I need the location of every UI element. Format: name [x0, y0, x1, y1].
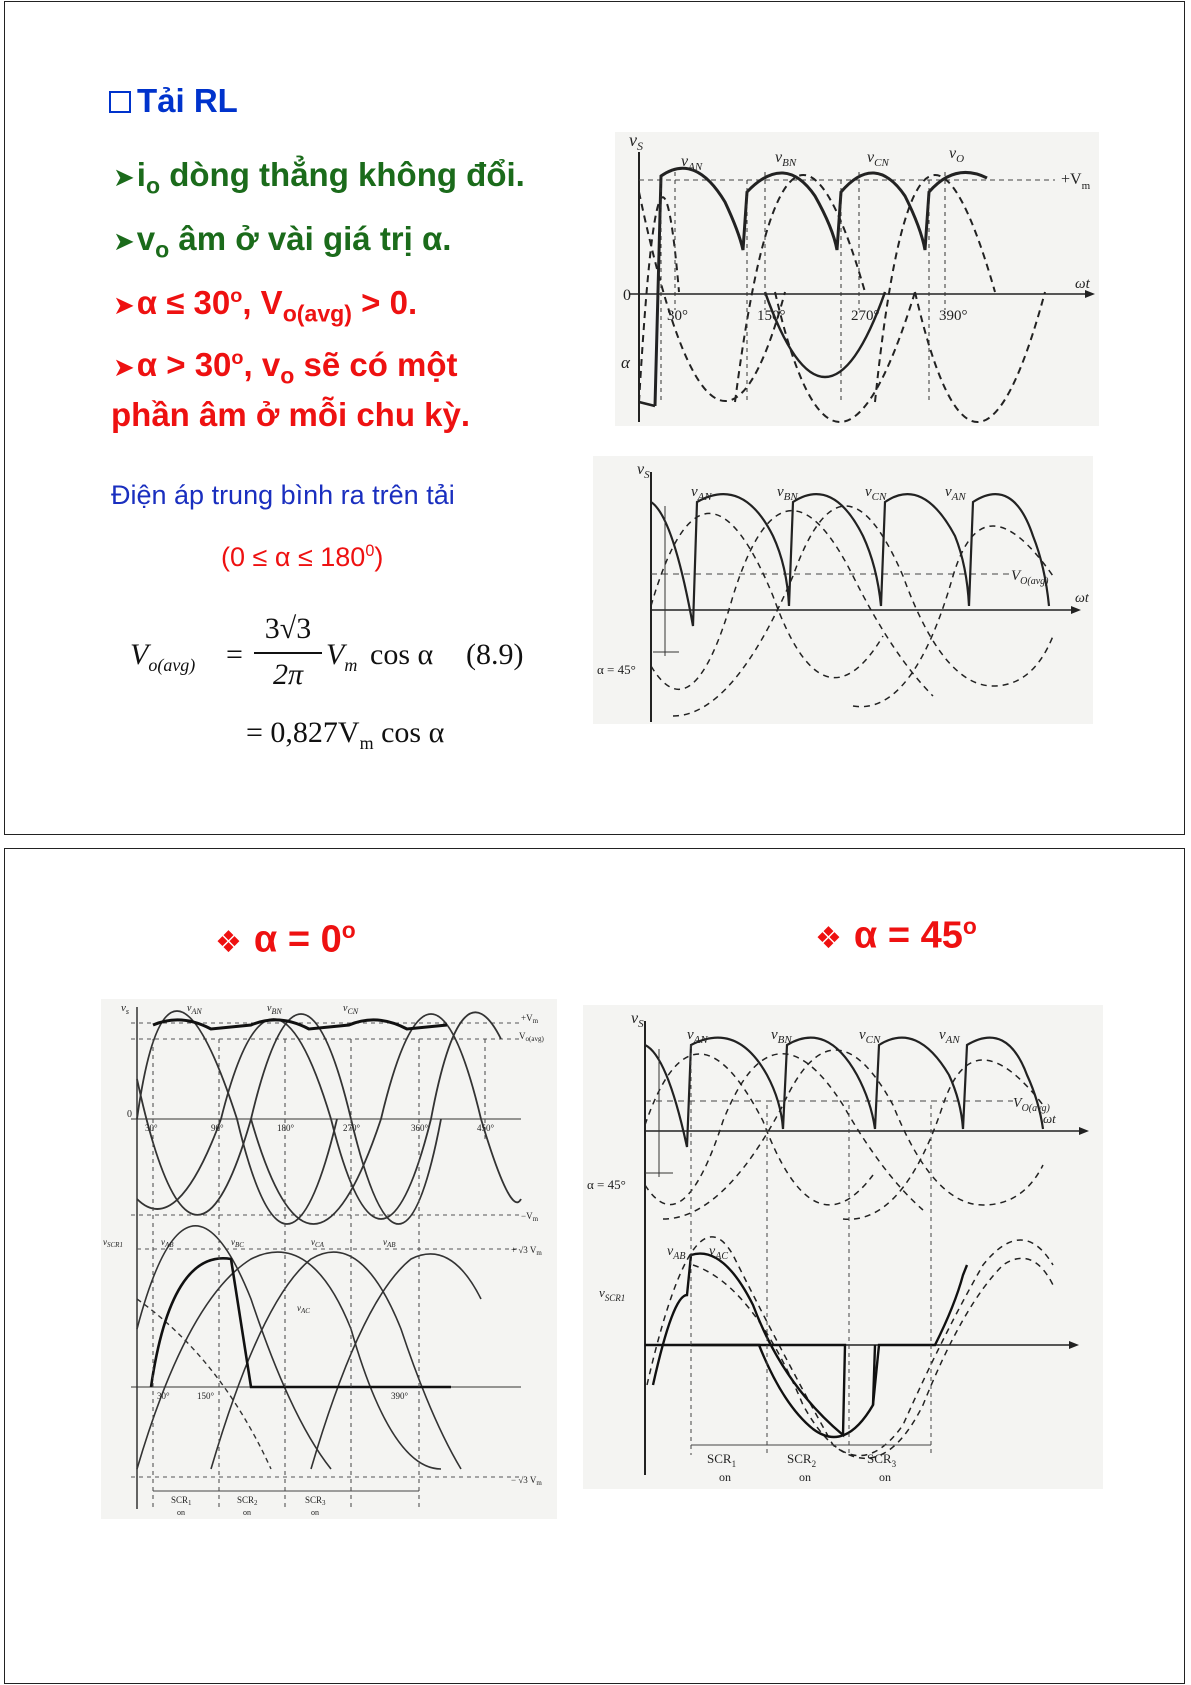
- svg-text:Vo(avg): $V_{o(avg)}$: [519, 1031, 544, 1043]
- svg-text:vSCR1: $v_{SCR1}$: [599, 1285, 626, 1303]
- waveform-rl-load-figure: [615, 132, 1099, 426]
- svg-text:180°: 180°: [277, 1123, 295, 1133]
- bullet-io: $➤i_o$ dòng thẳng không đổi.: [113, 156, 525, 199]
- svg-text:0: 0: [127, 1109, 132, 1120]
- svg-text:vAC: $v_{AC}$: [709, 1244, 728, 1262]
- svg-text:α = 45°: α = 45°: [597, 662, 636, 677]
- svg-text:vAC: $v_{AC}$: [297, 1303, 310, 1315]
- avg-voltage-label: Điện áp trung bình ra trên tải: [111, 480, 455, 510]
- svg-text:30°: 30°: [157, 1391, 170, 1401]
- svg-text:vBN: $v_{BN}$: [771, 1027, 792, 1046]
- avg-voltage-formula: $V_{o(avg)}$ = 3√3 2π $V_m$ cos α (8.9) = $0,827V_m$ cos α: [130, 612, 524, 753]
- svg-text:SCR2: $SCR_2$: [237, 1495, 258, 1507]
- svg-text:+Vm: $+V_m$: [1061, 171, 1091, 192]
- waveform-alpha45-svg: [593, 456, 1093, 724]
- arrow-bullet-icon: ➤: [113, 291, 135, 321]
- svg-text:vAB: $v_{AB}$: [161, 1237, 174, 1249]
- svg-text:VO(avg): $V_{O(avg)}$: [1011, 568, 1049, 587]
- svg-text:on: on: [799, 1470, 811, 1484]
- svg-text:α: α: [621, 353, 630, 372]
- svg-text:390°: 390°: [939, 308, 968, 324]
- svg-text:270°: 270°: [343, 1123, 361, 1133]
- svg-text:390°: 390°: [391, 1391, 409, 1401]
- svg-text:VO(avg): $V_{O(avg)}$: [1013, 1096, 1050, 1114]
- slide-1: [4, 1, 1185, 835]
- waveform-alpha45-scr-svg: [583, 1005, 1103, 1489]
- svg-text:−Vm: $-V_m$: [521, 1211, 539, 1223]
- svg-text:on: on: [879, 1470, 891, 1484]
- alpha-range: $(0 \le \alpha \le 180^0)$: [221, 542, 384, 572]
- waveform-alpha0-figure: [101, 999, 557, 1519]
- svg-text:on: on: [243, 1508, 251, 1517]
- svg-text:270°: 270°: [851, 308, 880, 324]
- svg-text:vBN: $v_{BN}$: [775, 149, 797, 169]
- svg-text:150°: 150°: [757, 308, 786, 324]
- svg-text:vAN: $v_{AN}$: [939, 1027, 960, 1046]
- waveform-rl-svg: [615, 132, 1099, 426]
- diamond-bullet-icon: ❖: [815, 920, 842, 956]
- svg-text:+Vm: $+V_m$: [521, 1013, 539, 1025]
- svg-text:450°: 450°: [477, 1123, 495, 1133]
- heading-alpha-0: ❖ $\alpha = 0^o$: [215, 917, 356, 961]
- bullet-alpha-le-30: ➤α ≤ $30^o$, $V_{o(avg)} > 0$.: [113, 284, 418, 327]
- svg-text:vCN: $v_{CN}$: [859, 1027, 881, 1046]
- arrow-bullet-icon: ➤: [113, 353, 135, 383]
- diamond-bullet-icon: ❖: [215, 924, 242, 960]
- svg-text:vBN: $v_{BN}$: [777, 484, 798, 503]
- svg-text:− √3 Vm: − √3 $V_m$: [511, 1475, 542, 1487]
- svg-text:vO: $v_O$: [949, 145, 965, 165]
- svg-text:360°: 360°: [411, 1123, 429, 1133]
- svg-text:150°: 150°: [197, 1391, 215, 1401]
- arrow-bullet-icon: ➤: [113, 227, 135, 257]
- svg-text:SCR2: $SCR_2$: [787, 1451, 817, 1469]
- svg-text:SCR1: $SCR_1$: [171, 1495, 192, 1507]
- svg-text:ωt: ωt: [1075, 591, 1089, 606]
- svg-text:SCR1: $SCR_1$: [707, 1451, 737, 1469]
- svg-text:α = 45°: α = 45°: [587, 1177, 626, 1192]
- svg-text:vCN: $v_{CN}$: [865, 484, 887, 503]
- checkbox-square-icon: [109, 91, 131, 113]
- svg-text:vBC: $v_{BC}$: [231, 1237, 244, 1249]
- svg-text:vAB: $v_{AB}$: [383, 1237, 396, 1249]
- svg-text:vCN: $v_{CN}$: [343, 1003, 359, 1016]
- svg-text:vBN: $v_{BN}$: [267, 1003, 282, 1016]
- slide-2: [4, 848, 1185, 1684]
- bullet-vo: $➤v_o$ âm ở vài giá trị α.: [113, 220, 452, 263]
- svg-text:90°: 90°: [211, 1123, 224, 1133]
- svg-text:vAN: $v_{AN}$: [945, 484, 966, 503]
- svg-text:+ √3 Vm: + √3 $V_m$: [511, 1245, 542, 1257]
- section-title: Tải RL: [109, 82, 238, 120]
- svg-text:on: on: [719, 1470, 731, 1484]
- svg-text:vS: $v_S$: [631, 1010, 644, 1030]
- svg-text:SCR3: $SCR_3$: [867, 1451, 897, 1469]
- svg-text:vAN: $v_{AN}$: [691, 484, 712, 503]
- svg-text:vS: $v_S$: [629, 132, 643, 153]
- svg-text:ωt: ωt: [1075, 276, 1090, 292]
- svg-text:vS: $v_S$: [637, 461, 650, 481]
- waveform-alpha45-scr-figure: [583, 1005, 1103, 1489]
- svg-text:vAN: $v_{AN}$: [187, 1003, 202, 1016]
- svg-text:0: 0: [623, 287, 631, 304]
- svg-text:vs: $v_s$: [121, 1002, 130, 1016]
- svg-text:on: on: [177, 1508, 185, 1517]
- svg-text:SCR3: $SCR_3$: [305, 1495, 326, 1507]
- waveform-alpha45-figure: [593, 456, 1093, 724]
- svg-text:vAN: $v_{AN}$: [681, 153, 703, 173]
- heading-alpha-45: ❖ $\alpha = 45^o$: [815, 913, 977, 957]
- svg-text:on: on: [311, 1508, 319, 1517]
- bullet-alpha-gt-30-line2: phần âm ở mỗi chu kỳ.: [111, 396, 471, 433]
- svg-text:ωt: ωt: [1043, 1111, 1056, 1126]
- svg-text:30°: 30°: [667, 308, 688, 324]
- arrow-bullet-icon: ➤: [113, 163, 135, 193]
- svg-text:vSCR1: $v_{SCR1}$: [103, 1237, 123, 1249]
- waveform-alpha0-svg: [101, 999, 557, 1519]
- svg-text:30°: 30°: [145, 1123, 158, 1133]
- svg-text:vAB: $v_{AB}$: [667, 1244, 686, 1262]
- svg-text:vAN: $v_{AN}$: [687, 1027, 708, 1046]
- bullet-alpha-gt-30: ➤α > $30^o$, $v_o$ sẽ có một: [113, 346, 458, 389]
- svg-text:vCN: $v_{CN}$: [867, 149, 889, 169]
- fraction-bar: [254, 652, 322, 654]
- svg-text:vCA: $v_{CA}$: [311, 1237, 324, 1249]
